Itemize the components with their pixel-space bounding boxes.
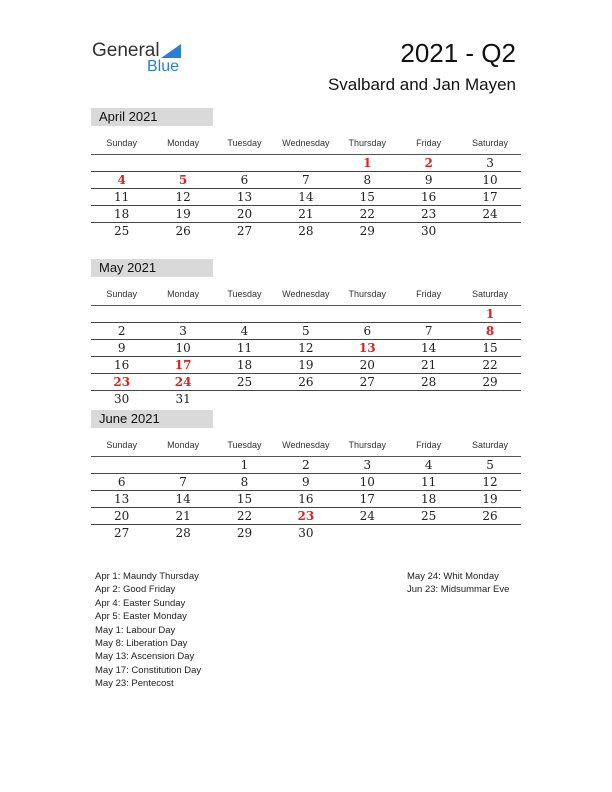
day-cell: 15 [482, 341, 498, 355]
weekday-label: Thursday [348, 440, 387, 450]
holiday-day-cell: 8 [485, 324, 495, 338]
day-cell: 21 [421, 358, 437, 372]
weekday-label: Monday [167, 138, 200, 148]
day-cell: 6 [117, 475, 126, 489]
holiday-day-cell: 23 [297, 509, 315, 523]
day-cell: 18 [236, 358, 253, 372]
weekday-label: Monday [167, 289, 200, 299]
day-cell: 7 [179, 475, 187, 489]
day-cell: 12 [175, 190, 191, 204]
day-cell: 2 [302, 458, 310, 472]
day-cell: 21 [175, 509, 191, 523]
day-cell: 20 [359, 358, 375, 372]
week-row [91, 474, 521, 491]
week-row [91, 306, 521, 323]
holiday-day-cell: 2 [424, 156, 433, 170]
month-block [91, 108, 521, 239]
weekday-header-row [91, 132, 521, 155]
weekday-label: Saturday [472, 138, 509, 148]
logo-triangle-icon [161, 44, 181, 58]
day-cell: 28 [298, 224, 314, 238]
day-cell: 24 [482, 207, 498, 221]
weekday-label: Wednesday [282, 440, 330, 450]
day-cell: 27 [114, 526, 130, 540]
week-row [91, 340, 521, 357]
day-cell: 10 [359, 475, 375, 489]
day-cell: 13 [114, 492, 130, 506]
weekday-label: Monday [167, 440, 200, 450]
day-cell: 17 [482, 190, 498, 204]
holiday-day-cell: 1 [363, 156, 372, 170]
day-cell: 25 [236, 375, 253, 389]
day-cell: 30 [114, 392, 130, 406]
week-row [91, 374, 521, 391]
day-cell: 26 [175, 224, 191, 238]
day-cell: 25 [421, 509, 437, 523]
weekday-label: Friday [416, 289, 442, 299]
week-row [91, 508, 521, 525]
logo [92, 40, 202, 80]
day-cell: 29 [482, 375, 498, 389]
weekday-label: Tuesday [227, 440, 262, 450]
month-block [91, 259, 521, 407]
week-row [91, 525, 521, 541]
weekday-label: Tuesday [227, 289, 262, 299]
day-cell: 9 [117, 341, 126, 355]
month-title: June 2021 [91, 410, 213, 428]
day-cell: 29 [359, 224, 375, 238]
month-block [91, 410, 521, 541]
holiday-notes-right [407, 570, 509, 597]
week-row [91, 223, 521, 239]
day-cell: 5 [486, 458, 494, 472]
weekday-label: Sunday [106, 440, 137, 450]
week-row [91, 155, 521, 172]
week-row [91, 206, 521, 223]
day-cell: 15 [236, 492, 253, 506]
day-cell: 14 [175, 492, 191, 506]
month-title: May 2021 [91, 259, 213, 277]
holiday-day-cell: 23 [113, 375, 131, 389]
day-cell: 30 [421, 224, 437, 238]
day-cell: 19 [298, 358, 314, 372]
day-cell: 3 [179, 324, 187, 338]
weekday-label: Thursday [348, 289, 387, 299]
weekday-label: Friday [416, 440, 442, 450]
day-cell: 18 [114, 207, 130, 221]
week-row [91, 323, 521, 340]
day-cell: 3 [363, 458, 372, 472]
day-cell: 2 [117, 324, 126, 338]
holiday-note: Apr 4: Easter Sunday [95, 597, 186, 609]
holiday-day-cell: 13 [358, 341, 376, 355]
day-cell: 16 [421, 190, 437, 204]
day-cell: 15 [359, 190, 375, 204]
week-row [91, 357, 521, 374]
week-row [91, 189, 521, 206]
day-cell: 19 [482, 492, 498, 506]
day-cell: 14 [421, 341, 437, 355]
month-title: April 2021 [91, 108, 213, 126]
holiday-note: May 13: Ascension Day [95, 651, 195, 663]
day-cell: 26 [482, 509, 498, 523]
day-cell: 14 [298, 190, 314, 204]
day-cell: 26 [298, 375, 314, 389]
week-row [91, 491, 521, 508]
day-cell: 23 [421, 207, 437, 221]
weekday-header-row [91, 434, 521, 457]
day-cell: 30 [298, 526, 314, 540]
day-cell: 11 [114, 190, 130, 204]
logo-blue-text: Blue [147, 58, 180, 75]
weekday-label: Thursday [348, 138, 387, 148]
holiday-note: Jun 23: Midsummar Eve [407, 584, 510, 596]
day-cell: 29 [236, 526, 253, 540]
holiday-day-cell: 5 [178, 173, 188, 187]
day-cell: 20 [236, 207, 253, 221]
day-cell: 10 [175, 341, 191, 355]
weekday-label: Sunday [106, 138, 137, 148]
weekday-label: Saturday [472, 289, 509, 299]
logo-general-text: General [92, 40, 160, 61]
page-title: 2021 - Q2 [400, 38, 516, 68]
day-cell: 8 [240, 475, 249, 489]
holiday-day-cell: 1 [485, 307, 495, 321]
week-row [91, 391, 521, 407]
day-cell: 25 [114, 224, 130, 238]
day-cell: 12 [482, 475, 498, 489]
day-cell: 27 [236, 224, 253, 238]
day-cell: 8 [363, 173, 372, 187]
day-cell: 20 [114, 509, 130, 523]
day-cell: 6 [240, 173, 249, 187]
day-cell: 22 [236, 509, 253, 523]
day-cell: 9 [302, 475, 310, 489]
day-cell: 7 [424, 324, 433, 338]
day-cell: 19 [175, 207, 191, 221]
holiday-note: May 24: Whit Monday [407, 571, 499, 582]
day-cell: 28 [175, 526, 191, 540]
day-cell: 28 [421, 375, 437, 389]
day-cell: 22 [482, 358, 498, 372]
day-cell: 9 [424, 173, 433, 187]
holiday-note: Apr 2: Good Friday [95, 584, 176, 596]
day-cell: 1 [240, 458, 249, 472]
day-cell: 11 [236, 341, 253, 355]
day-cell: 13 [236, 190, 253, 204]
day-cell: 5 [302, 324, 310, 338]
holiday-note: Apr 1: Maundy Thursday [95, 571, 199, 582]
day-cell: 7 [302, 173, 310, 187]
day-cell: 11 [421, 475, 437, 489]
holiday-note: May 1: Labour Day [95, 624, 176, 636]
day-cell: 16 [298, 492, 314, 506]
day-cell: 22 [359, 207, 375, 221]
week-row [91, 172, 521, 189]
day-cell: 18 [421, 492, 437, 506]
weekday-label: Sunday [106, 289, 137, 299]
holiday-note: May 17: Constitution Day [95, 664, 202, 676]
page-subtitle: Svalbard and Jan Mayen [327, 75, 516, 94]
day-cell: 6 [363, 324, 372, 338]
day-cell: 17 [359, 492, 375, 506]
day-cell: 3 [486, 156, 494, 170]
day-cell: 4 [240, 324, 249, 338]
day-cell: 10 [482, 173, 498, 187]
holiday-note: Apr 5: Easter Monday [95, 611, 187, 623]
weekday-label: Saturday [472, 440, 509, 450]
weekday-label: Tuesday [227, 138, 262, 148]
weekday-label: Wednesday [282, 289, 330, 299]
day-cell: 27 [359, 375, 375, 389]
holiday-day-cell: 24 [174, 375, 192, 389]
day-cell: 4 [424, 458, 433, 472]
weekday-label: Friday [416, 138, 442, 148]
day-cell: 21 [298, 207, 314, 221]
day-cell: 16 [114, 358, 130, 372]
day-cell: 24 [359, 509, 375, 523]
day-cell: 31 [175, 392, 191, 406]
holiday-day-cell: 4 [117, 173, 126, 187]
holiday-day-cell: 17 [174, 358, 192, 372]
holiday-note: May 8: Liberation Day [95, 638, 188, 650]
day-cell: 12 [298, 341, 314, 355]
holiday-notes-left [95, 570, 201, 691]
weekday-header-row [91, 283, 521, 306]
week-row [91, 457, 521, 474]
holiday-note: May 23: Pentecost [95, 678, 174, 690]
weekday-label: Wednesday [282, 138, 330, 148]
